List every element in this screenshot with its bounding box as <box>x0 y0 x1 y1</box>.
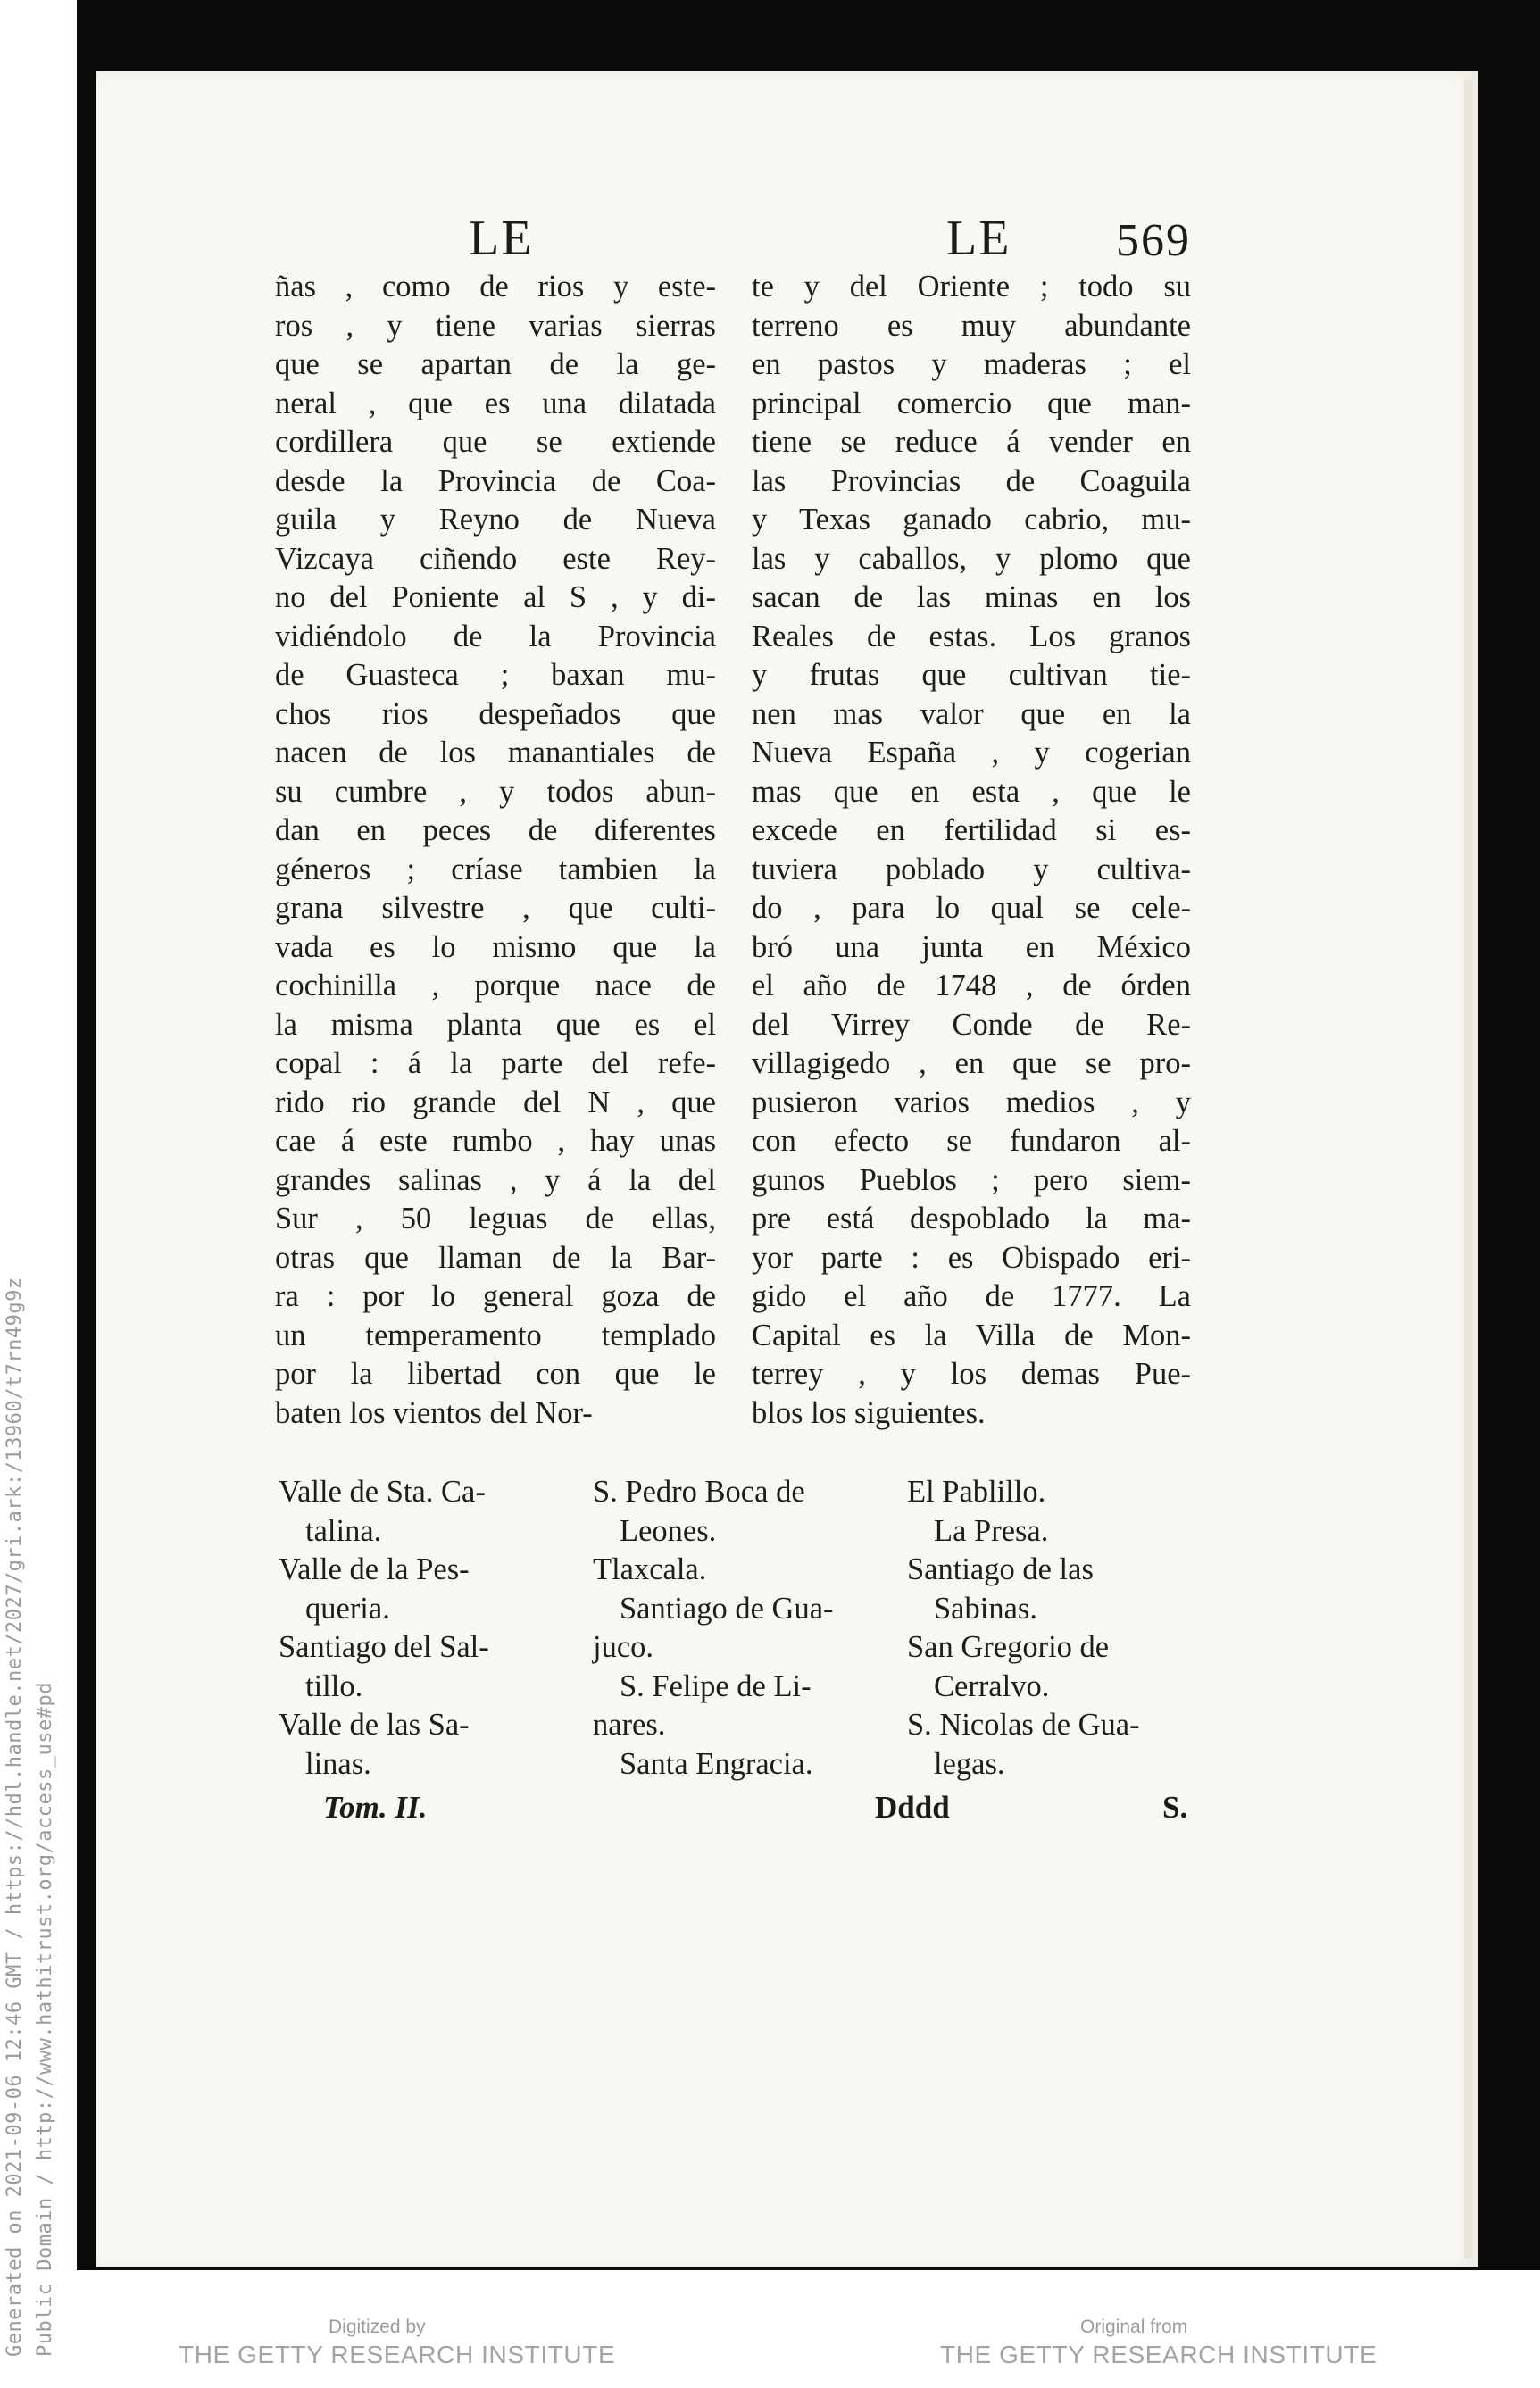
original-from-org: THE GETTY RESEARCH INSTITUTE <box>940 2341 1378 2368</box>
town-list-col2 <box>593 1473 887 1784</box>
text-line: sacan de las minas en los <box>752 580 1191 614</box>
text-line: neral , que es una dilatada <box>275 386 716 420</box>
text-line: otras que llaman de la Bar- <box>275 1240 716 1275</box>
text-line: principal comercio que man- <box>752 386 1191 420</box>
text-line: te y del Oriente ; todo su <box>752 270 1191 304</box>
text-line: dan en peces de diferentes <box>275 813 716 847</box>
town-list-line: San Gregorio de <box>907 1630 1110 1664</box>
watermark-line-2: Public Domain / http://www.hathitrust.org/access_use#pd <box>34 1682 56 2357</box>
town-list-line: Tlaxcala. <box>593 1552 707 1586</box>
text-line: el año de 1748 , de órden <box>752 969 1191 1003</box>
town-list-line: juco. <box>593 1630 654 1664</box>
text-line: en pastos y maderas ; el <box>752 347 1191 381</box>
text-line: terrey , y los demas Pue- <box>752 1357 1191 1391</box>
text-line: un temperamento templado <box>275 1318 716 1352</box>
text-line: Capital es la Villa de Mon- <box>752 1318 1191 1352</box>
text-line: villagigedo , en que se pro- <box>752 1046 1191 1080</box>
text-line: las Provincias de Coaguila <box>752 463 1191 498</box>
town-list-line: S. Nicolas de Gua- <box>907 1708 1140 1742</box>
catchword: S. <box>1162 1790 1188 1825</box>
text-line: nen mas valor que en la <box>752 696 1191 731</box>
text-line: baten los vientos del Nor- <box>275 1395 593 1430</box>
town-list-line: Sabinas. <box>934 1591 1037 1626</box>
text-line: tiene se reduce á vender en <box>752 425 1191 459</box>
text-line: su cumbre , y todos abun- <box>275 774 716 809</box>
text-line: con efecto se fundaron al- <box>752 1124 1191 1158</box>
text-line: nacen de los manantiales de <box>275 736 716 770</box>
text-line: bró una junta en México <box>752 929 1191 964</box>
volume-signature: Tom. II. <box>323 1790 428 1825</box>
text-line: pre está despoblado la ma- <box>752 1202 1191 1236</box>
text-line: do , para lo qual se cele- <box>752 891 1191 925</box>
town-list-line: Valle de las Sa- <box>279 1708 470 1742</box>
text-line: guila y Reyno de Nueva <box>275 503 716 537</box>
town-list-col1 <box>279 1473 564 1784</box>
text-line: Vizcaya ciñendo este Rey- <box>275 541 716 576</box>
town-list-col3 <box>907 1473 1211 1784</box>
town-list-line: nares. <box>593 1708 666 1742</box>
running-head-left: LE <box>469 211 534 266</box>
text-line: y Texas ganado cabrio, mu- <box>752 503 1191 537</box>
text-line: grandes salinas , y á la del <box>275 1162 716 1197</box>
text-line: cochinilla , porque nace de <box>275 969 716 1003</box>
text-line: rido rio grande del N , que <box>275 1085 716 1119</box>
text-line: grana silvestre , que culti- <box>275 891 716 925</box>
town-list-line: queria. <box>305 1591 390 1626</box>
text-line: gido el año de 1777. La <box>752 1279 1191 1313</box>
text-line: yor parte : es Obispado eri- <box>752 1240 1191 1275</box>
text-line: terreno es muy abundante <box>752 308 1191 343</box>
text-line: Reales de estas. Los granos <box>752 619 1191 653</box>
town-list-line: Santiago del Sal- <box>279 1630 489 1664</box>
town-list-line: Valle de la Pes- <box>279 1552 470 1586</box>
text-line: de Guasteca ; baxan mu- <box>275 658 716 692</box>
text-line: Sur , 50 leguas de ellas, <box>275 1202 716 1236</box>
town-list-line: Santiago de las <box>907 1552 1094 1586</box>
text-line: ros , y tiene varias sierras <box>275 308 716 343</box>
running-head-center: LE <box>946 211 1011 266</box>
text-column-left <box>275 268 716 1433</box>
text-line: copal : á la parte del refe- <box>275 1046 716 1080</box>
text-line: géneros ; críase tambien la <box>275 852 716 886</box>
text-line: ñas , como de rios y este- <box>275 270 716 304</box>
watermark-line-1: Generated on 2021-09-06 12:46 GMT / https://hdl.handle.net/2027/gri.ark:/13960/t7rn49g9z <box>4 1277 26 2357</box>
town-list-line: El Pablillo. <box>907 1475 1046 1509</box>
text-line: que se apartan de la ge- <box>275 347 716 381</box>
text-line: excede en fertilidad si es- <box>752 813 1191 847</box>
digitized-by-label: Digitized by <box>329 2317 426 2337</box>
digitized-by-org: THE GETTY RESEARCH INSTITUTE <box>179 2341 616 2368</box>
original-from-label: Original from <box>1080 2317 1188 2337</box>
town-list-line: Leones. <box>620 1513 717 1548</box>
town-list-line: Santa Engracia. <box>620 1746 813 1781</box>
town-list-line: Cerralvo. <box>934 1668 1050 1703</box>
town-list-line: Valle de Sta. Ca- <box>279 1475 486 1509</box>
text-line: la misma planta que es el <box>275 1007 716 1042</box>
text-line: las y caballos, y plomo que <box>752 541 1191 576</box>
hathitrust-watermark <box>0 0 71 2366</box>
text-line: y frutas que cultivan tie- <box>752 658 1191 692</box>
text-line: vidiéndolo de la Provincia <box>275 619 716 653</box>
text-line: blos los siguientes. <box>752 1395 986 1430</box>
text-line: mas que en esta , que le <box>752 774 1191 809</box>
town-list-line: La Presa. <box>934 1513 1049 1548</box>
town-list-line: Santiago de Gua- <box>620 1591 834 1626</box>
text-line: chos rios despeñados que <box>275 696 716 731</box>
town-list-line: S. Felipe de Li- <box>620 1668 812 1703</box>
text-line: gunos Pueblos ; pero siem- <box>752 1162 1191 1197</box>
text-line: ra : por lo general goza de <box>275 1279 716 1313</box>
text-line: del Virrey Conde de Re- <box>752 1007 1191 1042</box>
page-edge <box>1464 80 1473 2259</box>
town-list-line: S. Pedro Boca de <box>593 1475 805 1509</box>
text-line: pusieron varios medios , y <box>752 1085 1191 1119</box>
page-number: 569 <box>1116 215 1191 266</box>
town-list-line: tillo. <box>305 1668 363 1703</box>
text-line: vada es lo mismo que la <box>275 929 716 964</box>
text-line: tuviera poblado y cultiva- <box>752 852 1191 886</box>
text-line: no del Poniente al S , y di- <box>275 580 716 614</box>
text-line: por la libertad con que le <box>275 1357 716 1391</box>
town-list-line: linas. <box>305 1746 371 1781</box>
text-line: cae á este rumbo , hay unas <box>275 1124 716 1158</box>
text-line: desde la Provincia de Coa- <box>275 463 716 498</box>
town-list-line: talina. <box>305 1513 382 1548</box>
text-column-right <box>752 268 1191 1433</box>
text-line: Nueva España , y cogerian <box>752 736 1191 770</box>
text-line: cordillera que se extiende <box>275 425 716 459</box>
town-list-line: legas. <box>934 1746 1005 1781</box>
gathering-signature: Dddd <box>875 1790 950 1825</box>
